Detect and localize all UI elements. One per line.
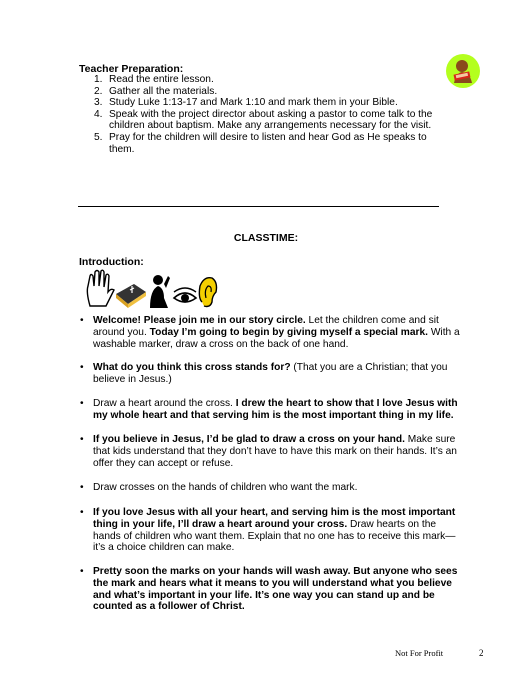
list-text: Speak with the project director about asking a pastor to come talk to the children about baptism. Make any arrangements necessary for the visit.	[109, 108, 433, 132]
bullet-dot: •	[80, 482, 84, 493]
bullet-item	[80, 566, 460, 613]
body-text: (That you are a Christian; that you believe in Jesus.)	[93, 362, 448, 385]
bold-text: Pretty soon the marks on your hands will wash away. But anyone who sees the mark and hears what it means to you will understand what you believe and what’s important in your life. It’s one way you can stand up and be counted as a follower of Christ.	[93, 566, 458, 613]
list-text: Pray for the children will desire to listen and hear God as He speaks to them.	[109, 131, 427, 155]
bullet-dot: •	[80, 566, 84, 577]
list-text: Gather all the materials.	[109, 85, 218, 97]
list-text: Read the entire lesson.	[109, 74, 214, 85]
list-item	[79, 74, 451, 86]
list-item	[79, 132, 451, 155]
bold-text: I drew the heart to show that I love Jesus with my whole heart and that serving him is the most important thing in my life.	[93, 398, 458, 421]
bullet-item	[80, 315, 460, 350]
bold-text: If you believe in Jesus, I’d be glad to draw a cross on your hand.	[93, 434, 405, 445]
bullet-dot: •	[80, 315, 84, 326]
hand-icon	[87, 270, 114, 306]
divider	[78, 206, 439, 207]
bullet-dot: •	[80, 398, 84, 409]
footer-text: Not For Profit	[395, 648, 444, 658]
praying-person-icon	[150, 275, 170, 308]
body-text: With a washable marker, draw a cross on the back of one hand.	[93, 326, 460, 350]
body-text: Draw crosses on the hands of children who want the mark.	[93, 482, 358, 493]
page-number: 2	[479, 648, 484, 658]
bullet-dot: •	[80, 434, 84, 445]
list-number: 5.	[94, 131, 103, 143]
list-text: Study Luke 1:13-17 and Mark 1:10 and mark them in your Bible.	[109, 97, 398, 109]
body-text: Draw hearts on the hands of children who want them. Explain that no one has to receive this mark—it’s a choice children can make.	[93, 518, 456, 554]
bullet-item	[80, 362, 460, 386]
teacher-reading-icon	[444, 53, 482, 89]
bullet-item	[80, 507, 460, 554]
body-text: Let the children come and sit around you.	[93, 315, 439, 338]
classtime-heading: CLASSTIME:	[233, 232, 299, 244]
list-item	[79, 97, 451, 109]
list-item	[79, 109, 451, 132]
eye-icon	[174, 288, 196, 302]
bullet-item	[80, 398, 460, 422]
list-number: 1.	[94, 74, 103, 85]
bold-text: If you love Jesus with all your heart, and serving him is the most important thing in your life, I’ll draw a heart around your cross.	[93, 507, 456, 530]
activity-icons	[84, 268, 220, 310]
list-number: 4.	[94, 108, 103, 120]
bullet-item	[80, 434, 460, 469]
bible-icon	[116, 284, 146, 308]
bold-text: Welcome! Please join me in our story circle.	[93, 315, 306, 326]
body-text: Draw a heart around the cross.	[93, 398, 236, 409]
bullet-dot: •	[80, 362, 84, 373]
bullet-item	[80, 482, 460, 494]
list-item	[79, 86, 451, 98]
list-number: 2.	[94, 85, 103, 97]
body-text: Make sure that kids understand that they don’t have to have this mark on their hands. It’s an offer they can accept or refuse.	[93, 434, 457, 469]
introduction-heading: Introduction:	[79, 256, 144, 268]
ear-icon	[199, 278, 216, 307]
teacher-prep-title: Teacher Preparation:	[79, 63, 184, 75]
teacher-prep-list	[79, 74, 451, 155]
list-number: 3.	[94, 97, 103, 109]
bold-text: What do you think this cross stands for?	[93, 362, 291, 373]
bullet-dot: •	[80, 507, 84, 518]
bold-text: Today I’m going to begin by giving myself a special mark.	[149, 326, 428, 338]
